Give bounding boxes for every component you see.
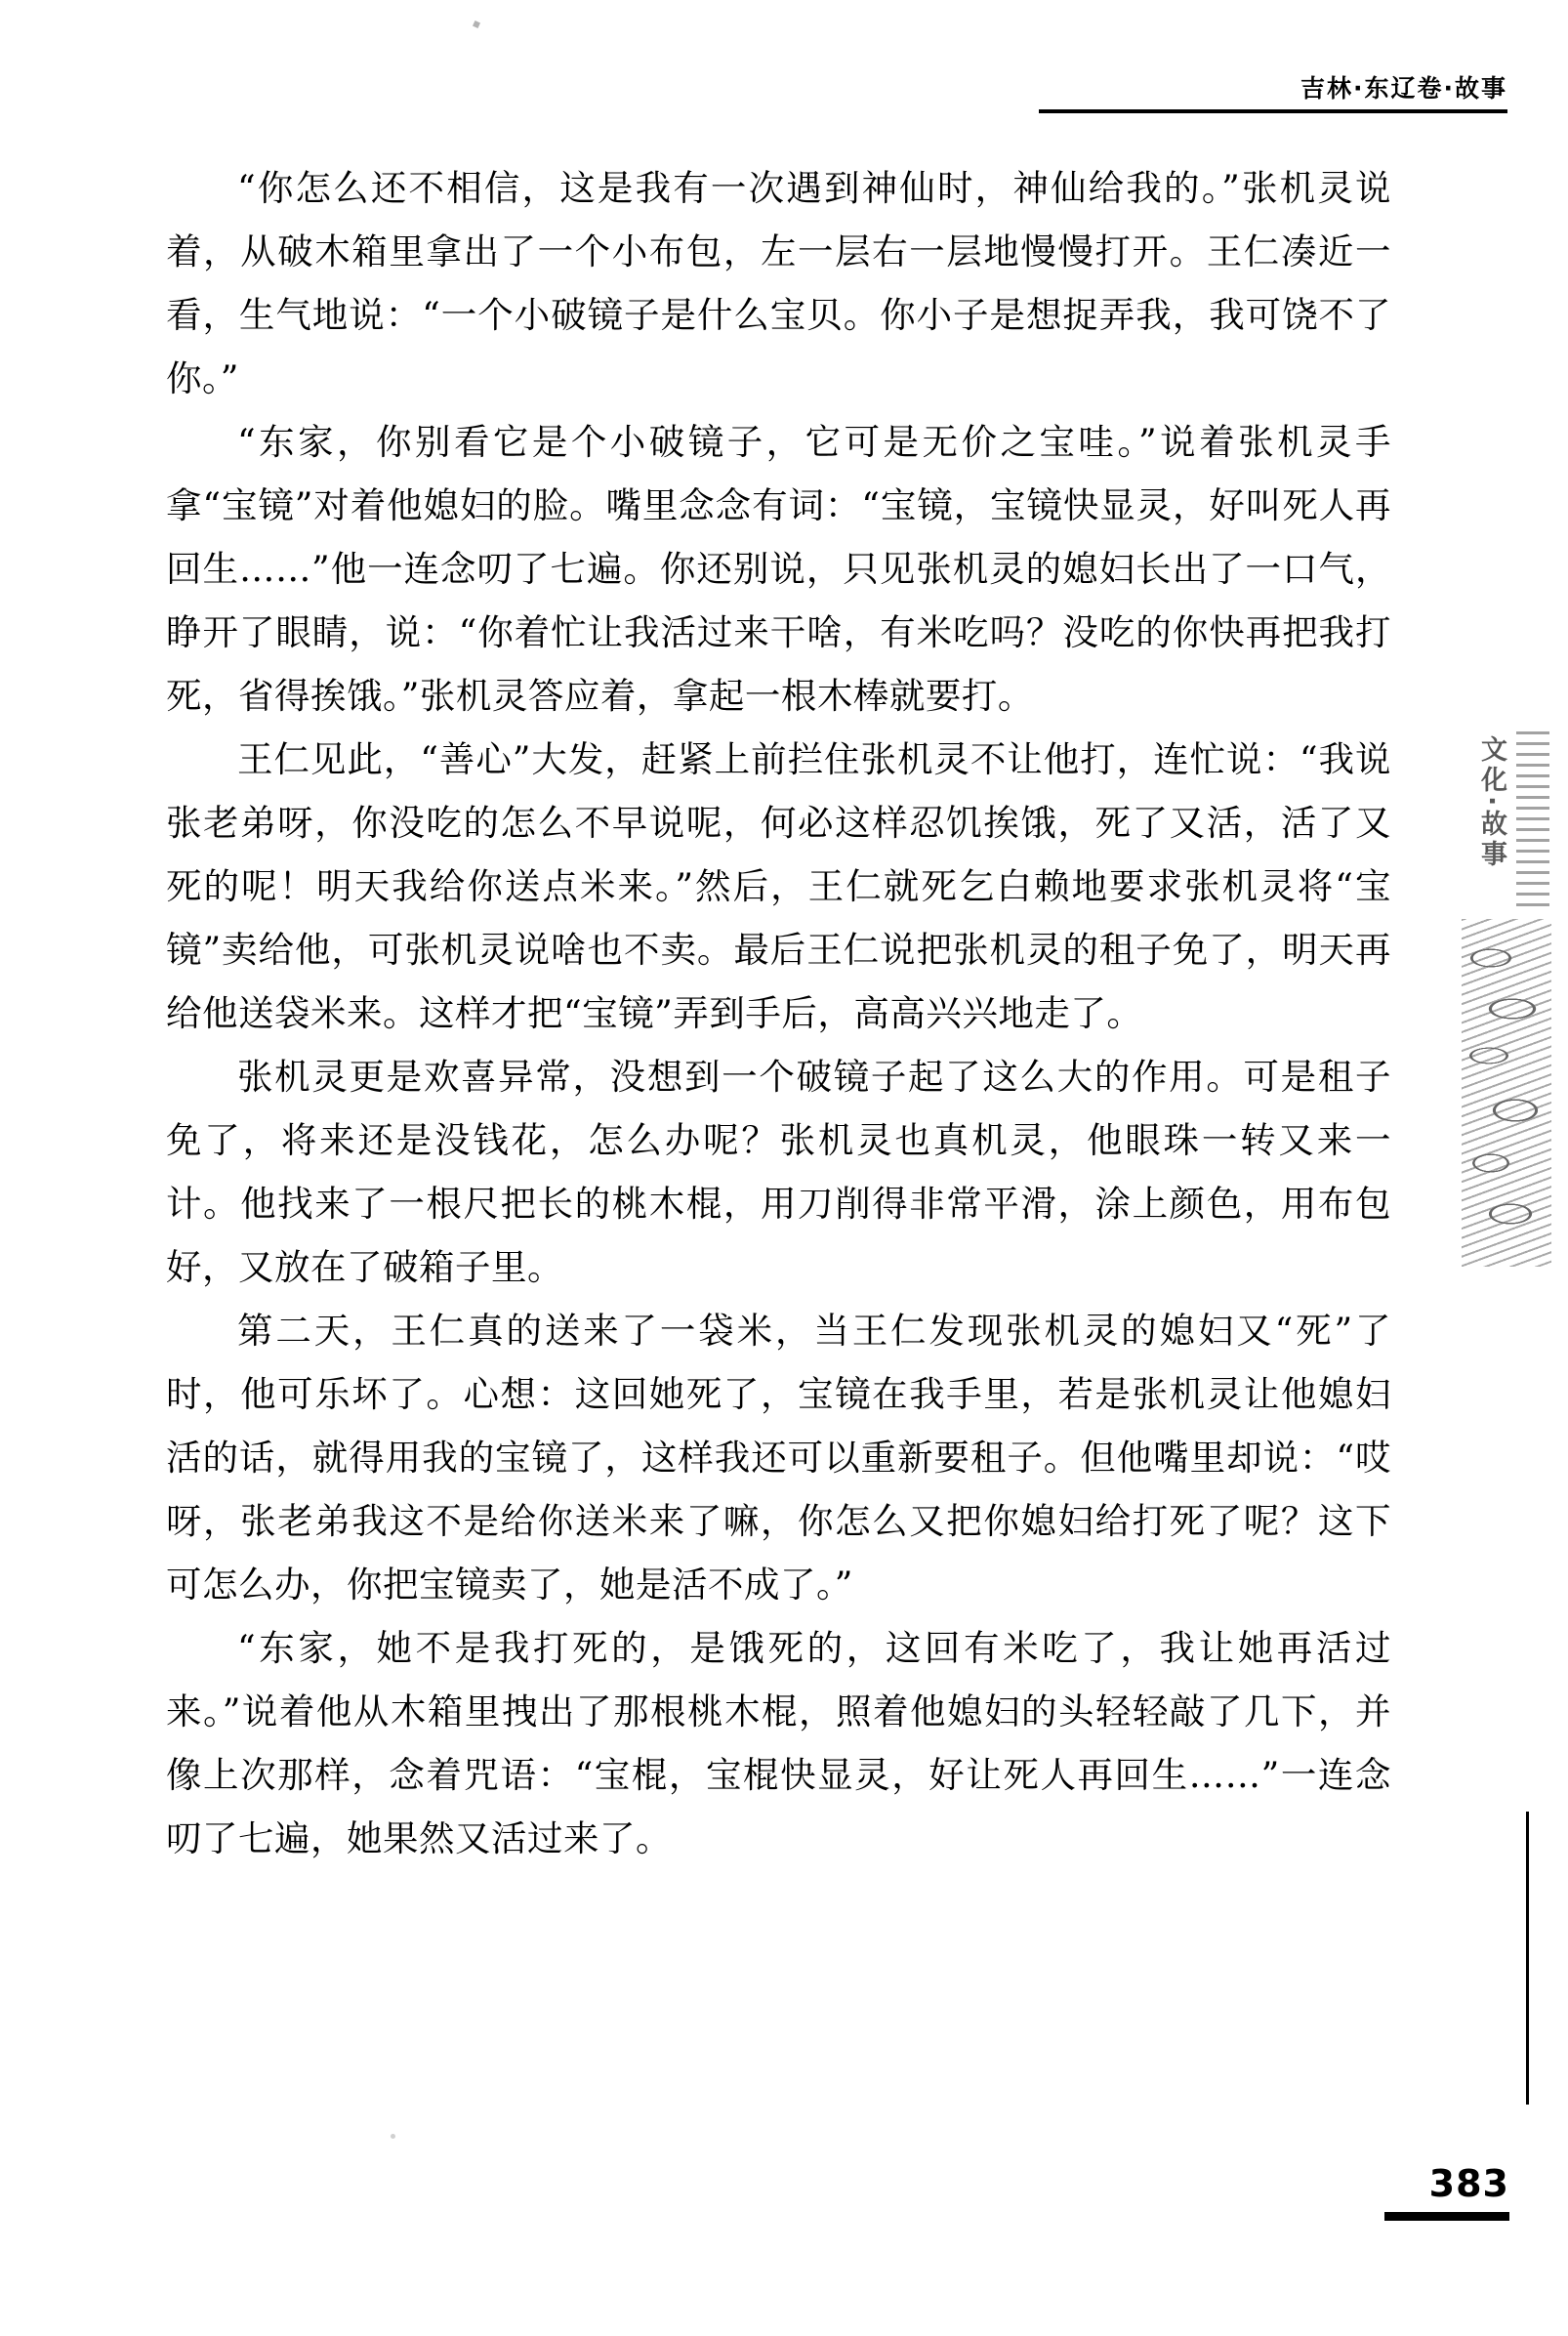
- folio-divider: [1384, 2212, 1509, 2221]
- page-folio: [1217, 2162, 1509, 2221]
- body-text: [166, 156, 1391, 1870]
- scan-speck-icon: [391, 2134, 395, 2139]
- paragraph: 张机灵更是欢喜异常，没想到一个破镜子起了这么大的作用。可是租子免了，将来还是没钱花，怎么办呢？张机灵也真机灵，他眼珠一转又来一计。他找来了一根尺把长的桃木棍，用刀削得非常平滑，涂上颜色，用布包好，又放在了破箱子里。: [166, 1056, 1391, 1288]
- paragraph: “你怎么还不相信，这是我有一次遇到神仙时，神仙给我的。”张机灵说着，从破木箱里拿出了一个小布包，左一层右一层地慢慢打开。王仁凑近一看，生气地说：“一个小破镜子是什么宝贝。你小子是想捉弄我，我可饶不了你。”: [166, 167, 1391, 399]
- paragraph: 第二天，王仁真的送来了一袋米，当王仁发现张机灵的媳妇又“死”了时，他可乐坏了。心想：这回她死了，宝镜在我手里，若是张机灵让他媳妇活的话，就得用我的宝镜了，这样我还可以重新要租子。但他嘴里却说：“哎呀，张老弟我这不是给你送米来了嘛，你怎么又把你媳妇给打死了呢？这下可怎么办，你把宝镜卖了，她是活不成了。”: [166, 1310, 1391, 1606]
- scan-speck-icon: [473, 21, 480, 28]
- edge-rule: [1526, 1812, 1529, 2105]
- ornament-strokes-icon: [1516, 731, 1549, 907]
- header-divider: [1039, 109, 1507, 113]
- side-ornament: [1460, 728, 1553, 1274]
- ornament-swirl-icon: [1462, 919, 1551, 1267]
- page-header: [1039, 76, 1507, 113]
- paragraph: “东家，你别看它是个小破镜子，它可是无价之宝哇。”说着张机灵手拿“宝镜”对着他媳妇的脸。嘴里念念有词：“宝镜，宝镜快显灵，好叫死人再回生……”他一连念叨了七遍。你还别说，只见张机灵的媳妇长出了一口气，睁开了眼睛，说：“你着忙让我活过来干啥，有米吃吗？没吃的你快再把我打死，省得挨饿。”张机灵答应着，拿起一根木棒就要打。: [166, 421, 1391, 717]
- page-number: 383: [1428, 2162, 1509, 2205]
- side-ornament-label: 文化·故事: [1476, 735, 1506, 871]
- paragraph: 王仁见此，“善心”大发，赶紧上前拦住张机灵不让他打，连忙说：“我说张老弟呀，你没吃的怎么不早说呢，何必这样忍饥挨饿，死了又活，活了又死的呢！明天我给你送点米来。”然后，王仁就死乞白赖地要求张机灵将“宝镜”卖给他，可张机灵说啥也不卖。最后王仁说把张机灵的租子免了，明天再给他送袋米来。这样才把“宝镜”弄到手后，高高兴兴地走了。: [166, 738, 1391, 1034]
- running-head: 吉林·东辽卷·故事: [1300, 74, 1507, 103]
- paragraph: “东家，她不是我打死的，是饿死的，这回有米吃了，我让她再活过来。”说着他从木箱里拽出了那根桃木棍，照着他媳妇的头轻轻敲了几下，并像上次那样，念着咒语：“宝棍，宝棍快显灵，好让死人再回生……”一连念叨了七遍，她果然又活过来了。: [166, 1627, 1391, 1859]
